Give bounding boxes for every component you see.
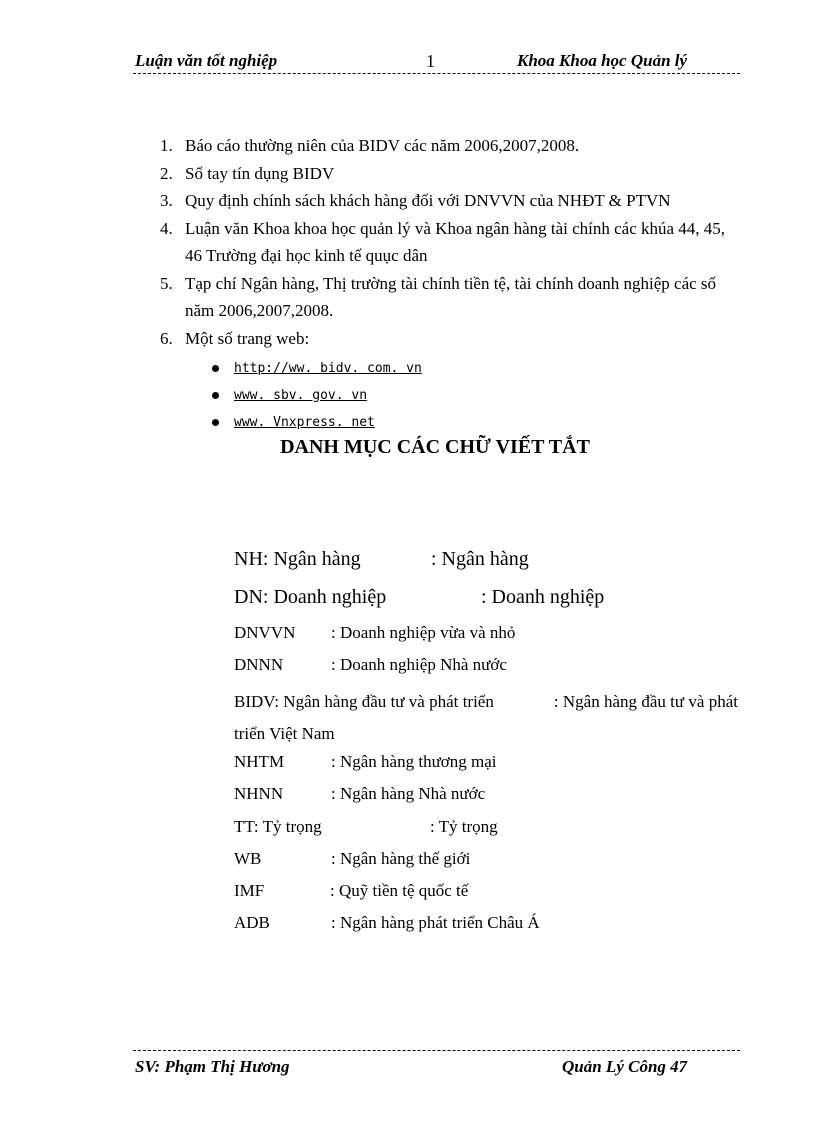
reference-item: 1. Báo cáo thường niên của BIDV các năm 2006,2007,2008. (160, 136, 580, 155)
header-faculty-label: Khoa Khoa học Quản lý (517, 51, 688, 70)
website-item (185, 355, 740, 382)
abbreviation-term: DN: Doanh nghiệp (234, 586, 387, 608)
abbreviation-definition: : Quỹ tiền tệ quốc tế (330, 881, 469, 900)
bullet-icon (212, 419, 219, 426)
website-link-sbv[interactable]: www. sbv. gov. vn (234, 388, 368, 403)
reference-text: Luận văn Khoa khoa học quản lý và Khoa ngân hàng tài chính các khúa 44, 45, 46 Trường đại học kinh tế quục dân (185, 218, 726, 265)
reference-item: 2. Sổ tay tín dụng BIDV (160, 163, 335, 183)
abbreviation-definition: : Doanh nghiệp vừa và nhỏ (331, 623, 516, 642)
bullet-icon (212, 392, 219, 399)
reference-item: 5. Tạp chí Ngân hàng, Thị trường tài chính tiền tệ, tài chính doanh nghiệp các số năm 2006,2007,2008. (160, 273, 717, 320)
reference-text: Quy định chính sách khách hàng đối với DNVVN của NHĐT & PTVN (185, 191, 671, 210)
abbreviation-definition: : Doanh nghiệp (481, 586, 605, 608)
website-link-bidv[interactable]: http://ww. bidv. com. vn (234, 361, 422, 376)
header-thesis-label: Luận văn tốt nghiệp (135, 51, 278, 70)
abbreviation-definition: : Doanh nghiệp Nhà nước (331, 655, 507, 674)
abbreviation-term: IMF (234, 881, 265, 900)
reference-text: Tạp chí Ngân hàng, Thị trường tài chính tiền tệ, tài chính doanh nghiệp các số năm 2006,2007,2008. (185, 273, 717, 320)
reference-list (160, 132, 740, 436)
reference-text: Một số trang web: (185, 328, 310, 348)
abbreviation-definition: : Ngân hàng Nhà nước (331, 784, 486, 803)
abbreviation-term: NHTM (234, 752, 285, 771)
abbreviation-term: WB (234, 849, 262, 868)
header-page-number: 1 (426, 51, 435, 71)
abbreviation-term: DNNN (234, 655, 284, 674)
section-title: DANH MỤC CÁC CHỮ VIẾT TẮT (280, 436, 590, 458)
abbreviation-term: NH: Ngân hàng (234, 548, 361, 570)
reference-text: Báo cáo thường niên của BIDV các năm 2006,2007,2008. (185, 136, 580, 155)
abbreviation-term: NHNN (234, 784, 284, 803)
abbreviation-term: DNVVN (234, 623, 296, 642)
website-item (185, 382, 740, 409)
website-link-vnexpress[interactable]: www. Vnxpress. net (234, 415, 375, 430)
reference-item: 6. Một số trang web: http://ww. bidv. com. vn www. sbv. gov. vn www. Vnxpress. net (160, 325, 740, 437)
reference-item: 4. Luận văn Khoa khoa học quản lý và Khoa ngân hàng tài chính các khúa 44, 45, 46 Trường đại học kinh tế quục dân (160, 218, 726, 265)
abbreviation-definition: : Tỷ trọng (430, 817, 498, 836)
abbreviation-bidv-paragraph: BIDV: Ngân hàng đầu tư và phát triển : Ngân hàng đầu tư và phát triển Việt Nam (234, 692, 743, 743)
footer-student-name: SV: Phạm Thị Hương (135, 1057, 290, 1076)
reference-text: Sổ tay tín dụng BIDV (185, 163, 335, 183)
website-item (185, 409, 740, 436)
bullet-icon (212, 365, 219, 372)
website-list (185, 355, 740, 436)
abbreviation-term: ADB (234, 913, 270, 932)
page-header (133, 48, 740, 74)
abbreviation-definition: : Ngân hàng phát triển Châu Á (331, 913, 540, 932)
abbreviation-definition: : Ngân hàng thương mại (331, 752, 497, 771)
page-footer (133, 1050, 740, 1080)
abbreviation-term: TT: Tỷ trọng (234, 817, 322, 836)
footer-class-label: Quản Lý Công 47 (562, 1057, 688, 1076)
reference-item: 3. Quy định chính sách khách hàng đối với DNVVN của NHĐT & PTVN (160, 191, 671, 210)
abbreviation-definition: : Ngân hàng thế giới (331, 849, 471, 868)
abbreviation-definition: : Ngân hàng (431, 548, 529, 570)
